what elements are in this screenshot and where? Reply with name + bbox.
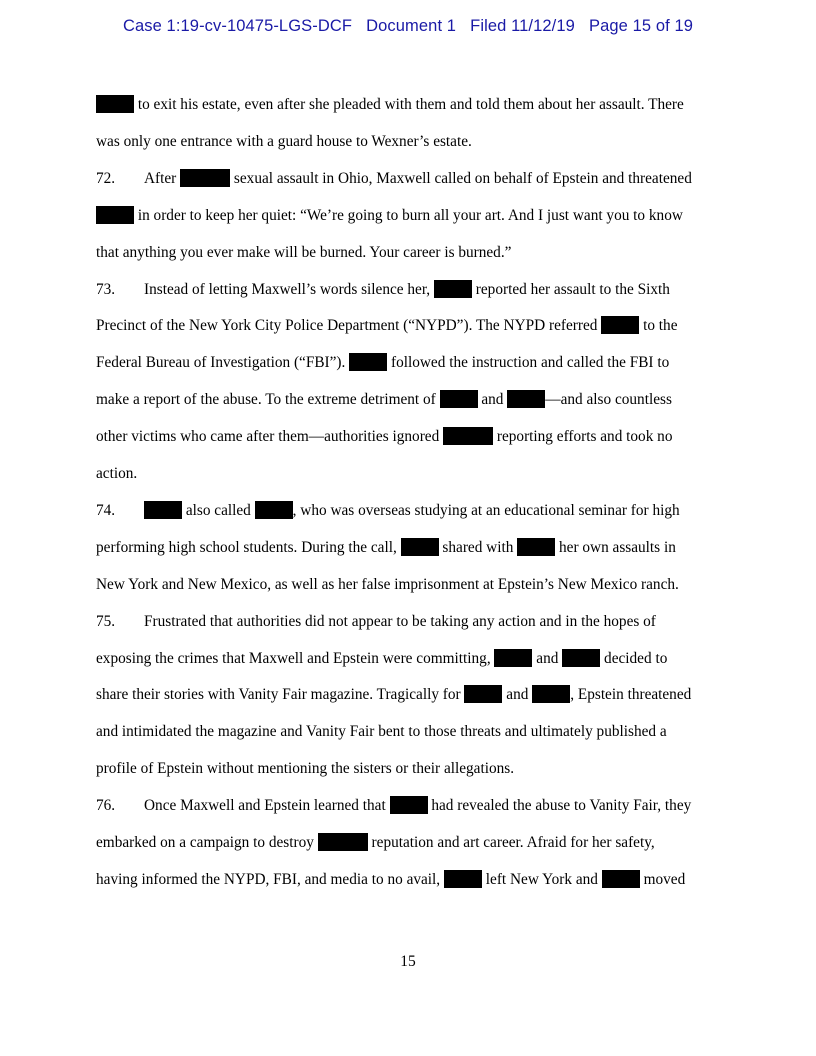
text-line: [96, 243, 736, 263]
text-segment: make a report of the abuse. To the extreme detriment of: [96, 391, 440, 409]
redaction-box: [180, 169, 230, 187]
text-segment: Frustrated that authorities did not appear to be taking any action and in the hopes of: [144, 612, 656, 630]
redaction-box: [401, 538, 439, 556]
redaction-box: [390, 796, 428, 814]
text-line: [96, 390, 736, 410]
text-segment: Federal Bureau of Investigation (“FBI”).: [96, 354, 350, 372]
paragraph-number: 74.: [96, 501, 116, 519]
text-line: [96, 206, 736, 226]
paragraph-first-line: [96, 169, 736, 189]
text-line: [96, 316, 736, 336]
redaction-box: [602, 870, 640, 888]
text-line: [96, 427, 736, 447]
text-line: [96, 464, 736, 484]
text-segment: her own assaults in: [555, 538, 676, 556]
paragraph-first-line: [96, 612, 736, 632]
document-number: Document 1: [366, 17, 457, 35]
text-segment: and: [502, 686, 533, 704]
redaction-box: [144, 501, 182, 519]
text-segment: exposing the crimes that Maxwell and Epstein were committing,: [96, 649, 495, 667]
text-segment: reputation and art career. Afraid for her safety,: [367, 834, 655, 851]
text-segment: Precinct of the New York City Police Department (“NYPD”). The NYPD referred: [96, 317, 602, 335]
text-segment: and intimidated the magazine and Vanity Fair bent to those threats and ultimately published a: [96, 723, 667, 741]
redaction-box: [434, 280, 472, 298]
redaction-box: [562, 649, 600, 667]
paragraph-number: 72.: [96, 169, 116, 187]
text-segment: also called: [182, 501, 255, 519]
page-of-total: Page 15 of 19: [588, 17, 694, 35]
paragraph-number: 76.: [96, 797, 116, 815]
text-line: [96, 759, 736, 779]
text-line: [96, 575, 736, 595]
text-line: [96, 95, 736, 115]
text-segment: embarked on a campaign to destroy: [96, 834, 318, 851]
text-segment: and: [532, 649, 563, 667]
text-segment: New York and New Mexico, as well as her false imprisonment at Epstein’s New Mexico ranch.: [96, 575, 679, 593]
redaction-box: [464, 685, 502, 703]
text-line: [96, 833, 736, 853]
case-number: Case 1:19-cv-10475-LGS-DCF: [122, 17, 353, 35]
redaction-box: [255, 501, 293, 519]
text-segment: action.: [96, 465, 138, 482]
redaction-box: [318, 833, 368, 851]
text-line: [96, 649, 736, 669]
text-segment: , Epstein threatened: [570, 686, 692, 704]
paragraph-number: 75.: [96, 612, 116, 630]
text-segment: was only one entrance with a guard house to Wexner’s estate.: [96, 132, 472, 150]
text-segment: —and also countless: [545, 391, 672, 409]
text-segment: followed the instruction and called the FBI to: [387, 354, 670, 372]
text-segment: reporting efforts and took no: [493, 428, 673, 446]
text-segment: share their stories with Vanity Fair magazine. Tragically for: [96, 686, 465, 704]
text-segment: , who was overseas studying at an educational seminar for high: [292, 501, 680, 519]
redaction-box: [601, 316, 639, 334]
text-segment: having informed the NYPD, FBI, and media to no avail,: [96, 870, 444, 888]
filed-date: Filed 11/12/19: [470, 17, 575, 35]
paragraph-first-line: [96, 501, 736, 521]
redaction-box: [443, 427, 493, 445]
text-line: [96, 538, 736, 558]
text-segment: After: [144, 169, 181, 187]
redaction-box: [96, 206, 134, 224]
text-segment: Once Maxwell and Epstein learned that: [144, 797, 390, 815]
paragraph-number: 73.: [96, 280, 116, 298]
text-segment: profile of Epstein without mentioning the sisters or their allegations.: [96, 760, 515, 778]
text-line: [96, 353, 736, 373]
text-segment: and: [477, 391, 508, 409]
text-segment: that anything you ever make will be burned. Your career is burned.”: [96, 243, 512, 261]
paragraph-first-line: [96, 280, 736, 300]
page-number: 15: [400, 953, 416, 970]
text-line: [96, 870, 736, 890]
text-segment: reported her assault to the Sixth: [471, 280, 670, 298]
redaction-box: [494, 649, 532, 667]
redaction-box: [349, 353, 387, 371]
redaction-box: [532, 685, 570, 703]
redaction-box: [440, 390, 478, 408]
redaction-box: [96, 95, 134, 113]
text-segment: to the: [639, 317, 678, 335]
text-segment: had revealed the abuse to Vanity Fair, they: [427, 797, 692, 815]
text-segment: shared with: [438, 538, 518, 556]
text-line: [96, 722, 736, 742]
text-line: [96, 685, 736, 705]
text-segment: in order to keep her quiet: “We’re going to burn all your art. And I just want you to know: [134, 206, 683, 224]
text-segment: Instead of letting Maxwell’s words silence her,: [144, 280, 434, 298]
text-segment: decided to: [600, 649, 668, 667]
case-header: [0, 17, 816, 36]
text-segment: left New York and: [481, 870, 602, 888]
redaction-box: [444, 870, 482, 888]
redaction-box: [517, 538, 555, 556]
text-segment: performing high school students. During the call,: [96, 538, 401, 556]
text-segment: sexual assault in Ohio, Maxwell called on behalf of Epstein and threatened: [230, 169, 692, 187]
redaction-box: [507, 390, 545, 408]
paragraph-first-line: [96, 796, 736, 816]
text-segment: moved: [639, 870, 686, 888]
text-line: [96, 132, 736, 152]
text-segment: other victims who came after them—authorities ignored: [96, 428, 444, 446]
text-segment: to exit his estate, even after she pleaded with them and told them about her assault. There: [134, 96, 684, 113]
